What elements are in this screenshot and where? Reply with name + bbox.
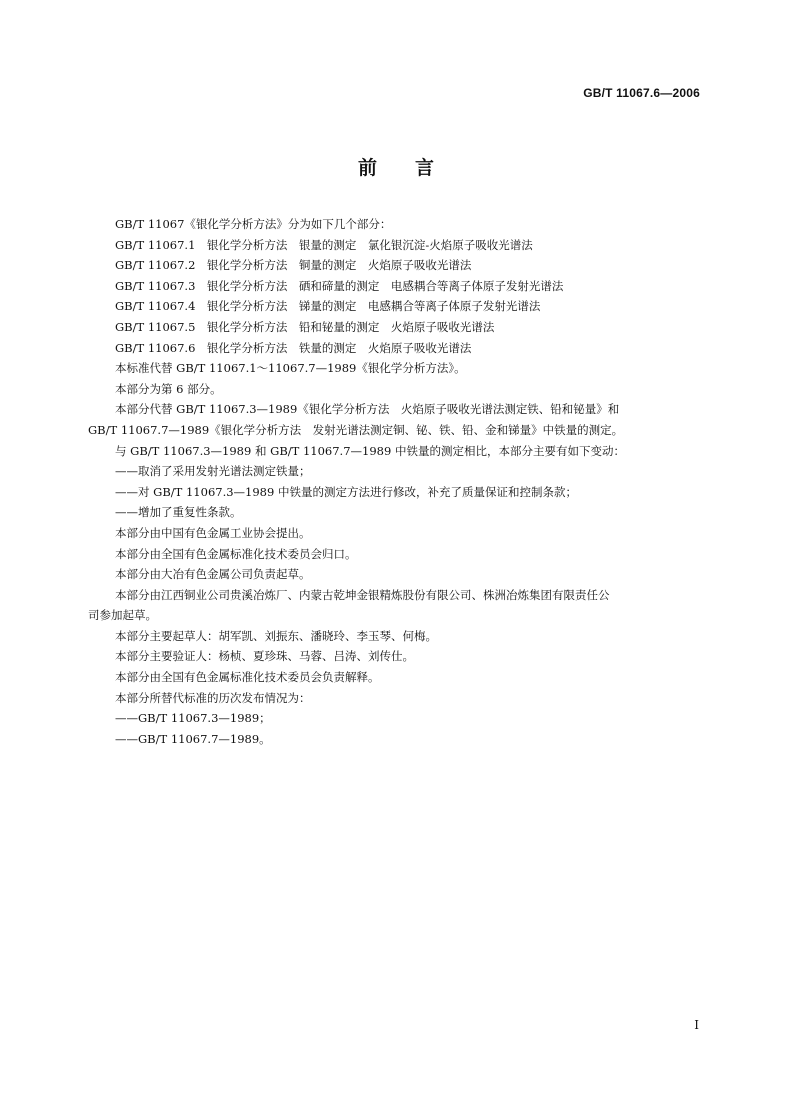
foreword-body	[88, 214, 702, 749]
paragraph: GB/T 11067.7—1989《银化学分析方法 发射光谱法测定铜、铋、铁、铅、金和锑量》中铁量的测定。	[88, 422, 624, 437]
paragraph: 与 GB/T 11067.3—1989 和 GB/T 11067.7—1989 中铁量的测定相比，本部分主要有如下变动：	[115, 443, 625, 458]
paragraph: GB/T 11067.5 银化学分析方法 铅和铋量的测定 火焰原子吸收光谱法	[115, 319, 495, 334]
paragraph: 本部分代替 GB/T 11067.3—1989《银化学分析方法 火焰原子吸收光谱法测定铁、铅和铋量》和	[115, 402, 620, 417]
page-number: I	[694, 1018, 699, 1032]
list-item: ——增加了重复性条款。	[115, 505, 242, 520]
title-char-2: 言	[415, 157, 435, 179]
paragraph: 本部分由全国有色金属标准化技术委员会归口。	[115, 546, 357, 561]
paragraph: GB/T 11067.1 银化学分析方法 银量的测定 氯化银沉淀-火焰原子吸收光谱法	[115, 237, 533, 252]
list-item: ——对 GB/T 11067.3—1989 中铁量的测定方法进行修改，补充了质量保证和控制条款；	[115, 484, 577, 499]
page-title	[0, 153, 792, 180]
paragraph: GB/T 11067.3 银化学分析方法 硒和碲量的测定 电感耦合等离子体原子发射光谱法	[115, 278, 564, 293]
paragraph: 本部分由大冶有色金属公司负责起草。	[115, 567, 311, 582]
paragraph: GB/T 11067《银化学分析方法》分为如下几个部分：	[115, 217, 392, 231]
list-item: ——GB/T 11067.3—1989；	[115, 711, 271, 726]
paragraph: 本部分所替代标准的历次发布情况为：	[115, 690, 311, 705]
standard-number: GB/T 11067.6—2006	[583, 86, 700, 100]
paragraph: 本部分主要起草人：胡军凯、刘振东、潘晓玲、李玉琴、何梅。	[115, 628, 437, 643]
paragraph: 本部分由全国有色金属标准化技术委员会负责解释。	[115, 670, 380, 685]
paragraph: 本标准代替 GB/T 11067.1～11067.7—1989《银化学分析方法》。	[115, 361, 466, 376]
paragraph: 本部分由江西铜业公司贵溪冶炼厂、内蒙古乾坤金银精炼股份有限公司、株洲冶炼集团有限责任公	[115, 587, 610, 602]
paragraph: 司参加起草。	[88, 608, 157, 623]
paragraph: GB/T 11067.4 银化学分析方法 锑量的测定 电感耦合等离子体原子发射光谱法	[115, 299, 541, 314]
paragraph: 本部分由中国有色金属工业协会提出。	[115, 525, 311, 540]
paragraph: GB/T 11067.2 银化学分析方法 铜量的测定 火焰原子吸收光谱法	[115, 258, 472, 273]
paragraph: 本部分为第 6 部分。	[115, 381, 222, 396]
title-char-1: 前	[357, 157, 377, 179]
paragraph: 本部分主要验证人：杨桢、夏珍珠、马蓉、吕涛、刘传仕。	[115, 649, 414, 664]
paragraph: GB/T 11067.6 银化学分析方法 铁量的测定 火焰原子吸收光谱法	[115, 340, 472, 355]
list-item: ——取消了采用发射光谱法测定铁量；	[115, 464, 311, 479]
list-item: ——GB/T 11067.7—1989。	[115, 731, 271, 746]
